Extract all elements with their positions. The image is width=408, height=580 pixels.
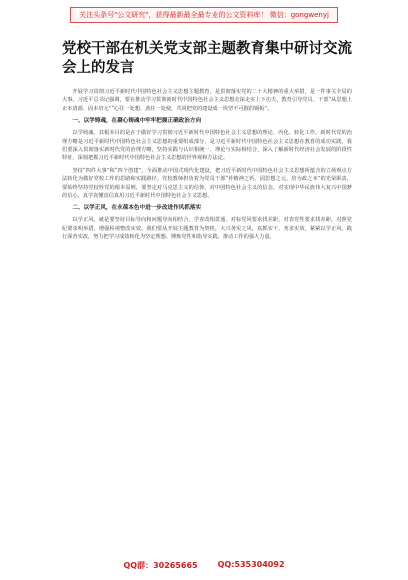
section-heading-2: 二、以学正风，在永葆本色中进一步改进作风抓落实 <box>72 205 202 212</box>
intro-paragraph: 开展学习贯彻习近平新时代中国特色社会主义思想主题教育，是贯彻落实党的二十大精神的重大举措，是一件事关全局的大事。习近平总书记强调，要在推动学习贯彻新时代中国特色社会主义思想走深走实上下功夫，教育引导党员、干部“从思想上正本清源、固本培元”“心往一处想、劲往一处使，共同把党的建设成一块坚不可摧的钢板”。 <box>62 89 352 112</box>
footer-qq: QQ:535304092 <box>217 560 285 569</box>
document-title: 党校干部在机关党支部主题教育集中研讨交流会上的发言 <box>62 41 352 76</box>
section1-paragraph-1: 以学铸魂，其根本目的是在于做好学习贯彻习近平新时代中国特色社会主义思想的理论、内化、转化工作。新时代党的治理方略是习近平新时代中国特色社会主义思想的重要组成部分，是习近平新时代中国特色社会主义思想在教育的成功实践，我们要深入贯彻落实新时代党的治理方略，坚持实践与认识相统一、理论与实际相结合，深入了解新时代经济社会发展的阶段性特征，深刻把握习近平新时代中国特色社会主义思想的世界观和方法论。 <box>62 130 352 162</box>
banner-text: 关注头条号"公文研究"，获得最新最全最专业的公文资料库！ 微信：gongwenyj <box>70 7 338 23</box>
footer-contacts <box>0 560 408 576</box>
top-banner <box>0 0 408 30</box>
section1-paragraph-2: 坚持“四件大事”和“四个创建”，全面推动中国式现代化建设，把习近平新时代中国特色社会主义思想所蕴含的立场观点方法转化为做好党校工作的思路和实践路径。党校教师担负着为党员干部“补精神之钙、固思想之元、培为政之本”的光荣职责，要始终坚持党校姓党的根本原则，要坚定对马克思主义的信仰，对中国特色社会主义的信念，对实现中华民族伟大复兴中国梦的信心，真学真懂真信真用习近平新时代中国特色社会主义思想。 <box>62 167 352 200</box>
section-heading-1: 一、以学铸魂，在凝心铸魂中牢牢把握正确政治方向 <box>72 118 202 125</box>
section2-paragraph-1: 以学正风，就是要坚持目标导向和问题导向相结合，学查改相贯通，对标党风要求找差距，对表党性要求找差距，对照党纪要求明举措，增强检视整改实效。我们要从开展主题教育为契机，大兴务实之风，真抓实干、务求实效，紧紧以学正风，践行深查实改，努力把学习成效转化为坚定理想、锤炼党性和指导实践、推动工作的强大力量。 <box>62 217 352 241</box>
document-page <box>62 40 352 550</box>
footer-qq-group: QQ群：30265665 <box>123 561 198 570</box>
